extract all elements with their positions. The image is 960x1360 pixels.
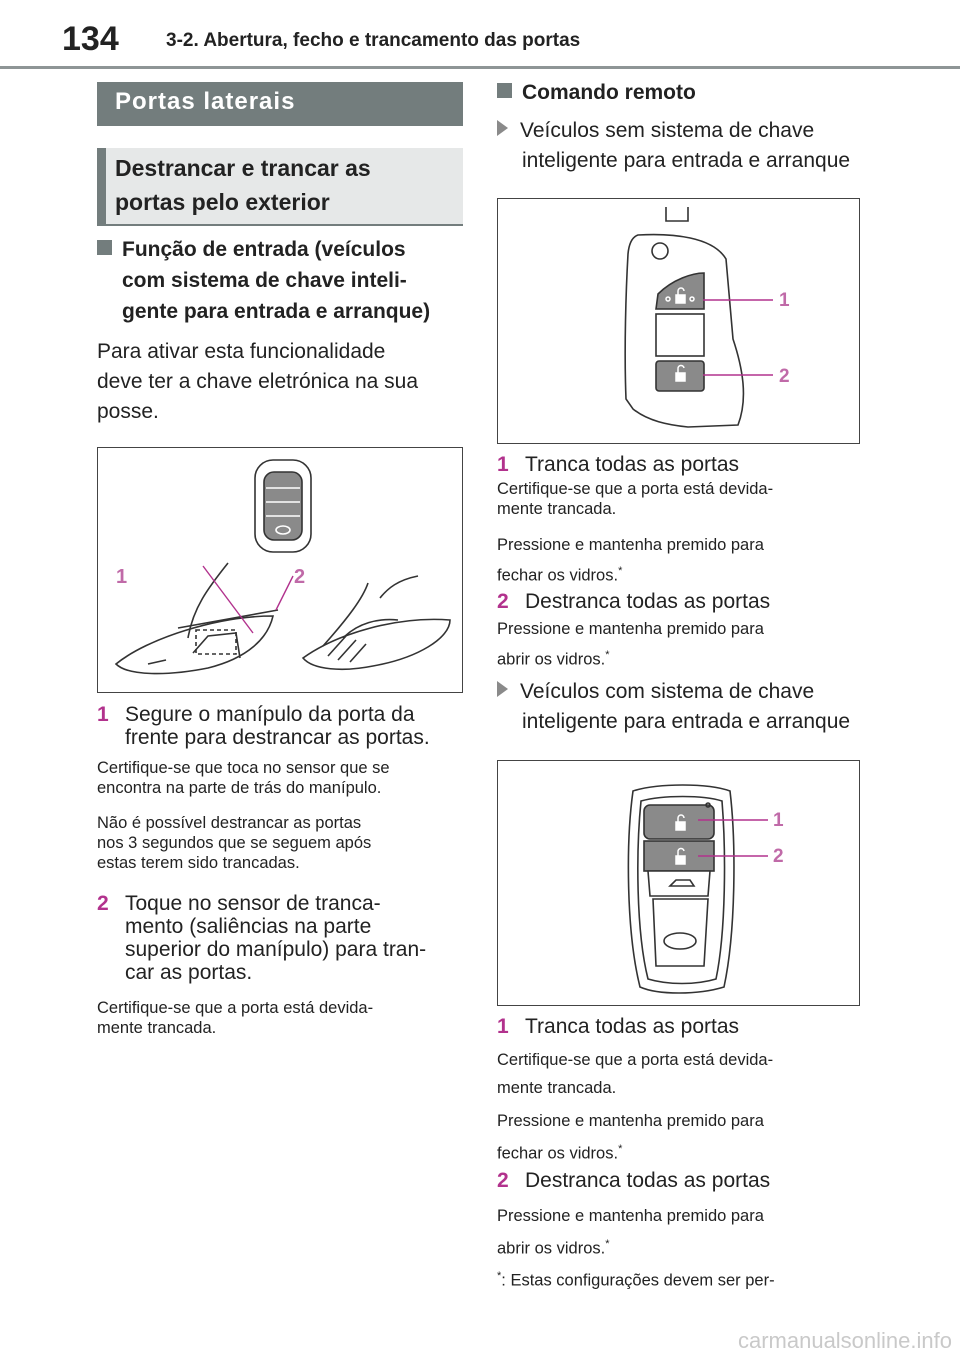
remote-step-1-note-1 — [497, 479, 877, 519]
note-line: nos 3 segundos que se seguem após — [97, 834, 372, 852]
note-line: Não é possível destrancar as portas — [97, 814, 362, 832]
note-line: mente trancada. — [497, 500, 617, 518]
footnote-text: : Estas configurações devem ser per- — [501, 1271, 775, 1290]
note-line: encontra na parte de trás do manípulo. — [97, 779, 382, 797]
triangle-bullet-icon — [497, 681, 508, 697]
step-2 — [97, 892, 467, 984]
door-handle-figure — [97, 447, 463, 693]
smart-step-2-note — [497, 1202, 877, 1263]
smart-key-illustration — [498, 761, 858, 1004]
figure-label-2: 2 — [773, 846, 784, 867]
step-number: 2 — [497, 1169, 509, 1192]
note-line: abrir os vidros. — [497, 650, 606, 669]
step-number: 2 — [497, 590, 509, 613]
text-line: Veículos sem sistema de chave — [520, 119, 815, 142]
watermark: carmanualsonline.info — [737, 1328, 952, 1353]
square-bullet-icon — [497, 83, 512, 98]
note-line: Certifique-se que a porta está devida- — [497, 480, 774, 498]
smart-step-1-note-1 — [497, 1046, 877, 1102]
remote-step-2 — [497, 590, 877, 613]
remote-step-1-note-2 — [497, 532, 877, 589]
note-line: abrir os vidros. — [497, 1239, 606, 1258]
step-text: Destranca todas as portas — [525, 1169, 771, 1192]
subtitle-line: portas pelo exterior — [115, 189, 330, 215]
note-line: estas terem sido trancadas. — [97, 854, 300, 872]
footnote-asterisk: * — [618, 1143, 623, 1155]
note-line: Certifique-se que toca no sensor que se — [97, 759, 390, 777]
note-line: mente trancada. — [497, 1079, 617, 1097]
intro-paragraph — [97, 337, 469, 427]
smart-step-1-note-2 — [497, 1107, 877, 1168]
step-text: mento (saliências na parte — [125, 915, 372, 938]
smart-key-figure — [497, 760, 860, 1006]
subtitle-line: Destrancar e trancar as — [115, 155, 371, 181]
subheading-smart-key — [497, 677, 877, 737]
step-2-note — [97, 998, 467, 1038]
step-text: Tranca todas as portas — [525, 1015, 739, 1038]
text-line: posse. — [97, 400, 159, 423]
step-text: Destranca todas as portas — [525, 590, 771, 613]
figure-label-2: 2 — [779, 366, 790, 387]
note-line: fechar os vidros. — [497, 566, 619, 585]
text-line: inteligente para entrada e arranque — [522, 710, 851, 733]
step-1 — [97, 703, 467, 749]
footnote — [497, 1262, 897, 1295]
text-line: inteligente para entrada e arranque — [522, 149, 851, 172]
heading-text: com sistema de chave inteli- — [122, 269, 407, 292]
door-handle-illustration — [98, 448, 461, 691]
subheading-no-smart-key — [497, 116, 877, 176]
step-number: 2 — [97, 892, 109, 915]
header-rule — [0, 66, 960, 69]
footnote-asterisk: * — [497, 1270, 502, 1282]
step-number: 1 — [97, 703, 109, 726]
step-number: 1 — [497, 453, 509, 476]
smart-step-2 — [497, 1169, 877, 1192]
step-text: Tranca todas as portas — [525, 453, 739, 476]
step-text: Segure o manípulo da porta da — [125, 703, 415, 726]
figure-label-1: 1 — [116, 566, 128, 588]
heading-text: Função de entrada (veículos — [122, 238, 406, 261]
step-text: frente para destrancar as portas. — [125, 726, 430, 749]
square-bullet-icon — [97, 240, 112, 255]
note-line: Certifique-se que a porta está devida- — [497, 1051, 774, 1069]
figure-label-1: 1 — [779, 290, 790, 311]
section-title-bar: Portas laterais — [97, 82, 463, 126]
note-line: Certifique-se que a porta está devida- — [97, 999, 374, 1017]
heading-text: Comando remoto — [522, 81, 696, 104]
flip-key-figure — [497, 198, 860, 444]
section-header-title: 3-2. Abertura, fecho e trancamento das portas — [166, 30, 581, 51]
note-line: Pressione e mantenha premido para — [497, 1112, 764, 1130]
remote-step-2-note — [497, 616, 877, 673]
note-line: fechar os vidros. — [497, 1144, 619, 1163]
heading-text: gente para entrada e arranque) — [122, 300, 431, 323]
remote-step-1 — [497, 453, 877, 476]
entry-function-heading — [97, 234, 469, 327]
smart-step-1 — [497, 1015, 877, 1038]
text-line: Para ativar esta funcionalidade — [97, 340, 386, 363]
step-text: car as portas. — [125, 961, 253, 984]
footnote-asterisk: * — [605, 1238, 610, 1250]
footnote-asterisk: * — [605, 649, 610, 661]
text-line: Veículos com sistema de chave — [520, 680, 815, 703]
step-text: superior do manípulo) para tran- — [125, 938, 427, 961]
footnote-asterisk: * — [618, 565, 623, 577]
triangle-bullet-icon — [497, 120, 508, 136]
note-line: Pressione e mantenha premido para — [497, 620, 764, 638]
step-1-note-2 — [97, 813, 467, 873]
step-number: 1 — [497, 1015, 509, 1038]
text-line: deve ter a chave eletrónica na sua — [97, 370, 419, 393]
note-line: Pressione e mantenha premido para — [497, 536, 764, 554]
figure-label-2: 2 — [294, 566, 306, 588]
subsection-title-box — [97, 148, 463, 226]
figure-label-1: 1 — [773, 810, 784, 831]
note-line: Pressione e mantenha premido para — [497, 1207, 764, 1225]
remote-control-heading — [497, 77, 696, 108]
page-number: 134 — [62, 20, 119, 58]
note-line: mente trancada. — [97, 1019, 217, 1037]
flip-key-illustration — [498, 199, 858, 442]
step-text: Toque no sensor de tranca- — [125, 892, 381, 915]
step-1-note-1 — [97, 758, 467, 798]
